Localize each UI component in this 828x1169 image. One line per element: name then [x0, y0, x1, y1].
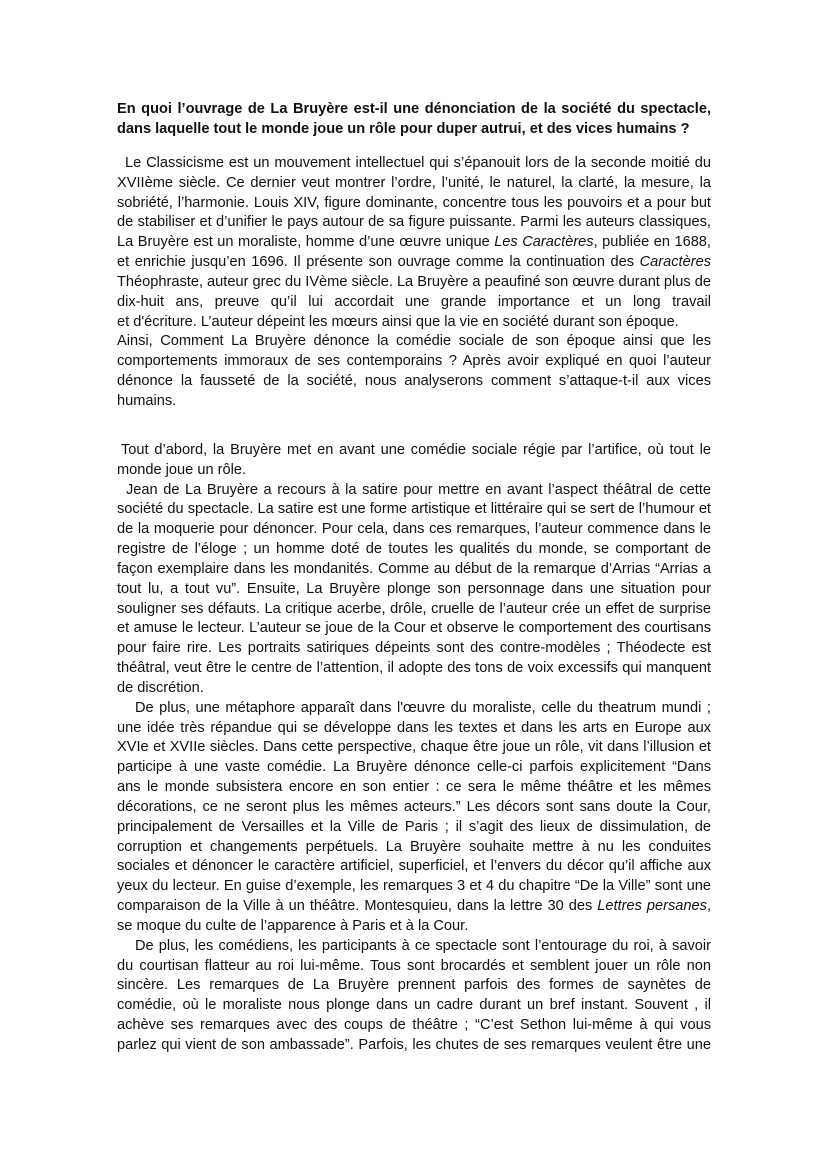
text-line: sobriété, l’harmonie. Louis XIV, figure dominante, concentre tous les pouvoirs et a pour but	[117, 194, 711, 211]
text-line: parlez qui vient de son ambassade”. Parfois, les chutes de ses remarques veulent être une	[117, 1036, 711, 1053]
italic-title: Lettres persanes	[597, 898, 707, 915]
text-line: et enrichie jusqu’en 1696. Il présente son ouvrage comme la continuation des Caractères	[117, 254, 711, 271]
heading-line: En quoi l’ouvrage de La Bruyère est-il une dénonciation de la société du spectacle,	[117, 101, 711, 117]
text-line: de discrétion.	[117, 679, 204, 696]
text-line: Le Classicisme est un mouvement intellectuel qui s’épanouit lors de la seconde moitié du	[125, 155, 711, 171]
text-line: une idée très répandue qui se développe dans les textes et dans les arts en Europe aux	[117, 719, 711, 736]
italic-title: Les Caractères	[494, 234, 594, 251]
text-line: dénonce la fausseté de la société, nous analyserons comment s’attaque-t-il aux vices	[117, 373, 711, 390]
text-line: se moque du culte de l’apparence à Paris et à la Cour.	[117, 917, 469, 934]
text-line: et d'écriture. L’auteur dépeint les mœurs ainsi que la vie en société durant son époque.	[117, 313, 679, 330]
text-line: principalement de Versailles et la Ville de Paris ; il s’agit des lieux de dissimulation, de	[117, 818, 711, 835]
text-line: façon exemplaire dans les mondanités. Comme au début de la remarque d’Arrias “Arrias a	[117, 560, 711, 577]
text-line: décorations, ce ne seront plus les mêmes acteurs.” Les décors sont sans doute la Cour,	[117, 798, 711, 815]
text-line: sociales et dénoncer le caractère artificiel, superficiel, et l’envers du décor qu’il affiche aux	[117, 858, 711, 875]
text-line: dix-huit ans, preuve qu’il lui accordait une grande importance et un long travail	[117, 293, 711, 310]
text-line: De plus, les comédiens, les participants à ce spectacle sont l’entourage du roi, à savoir	[135, 937, 711, 954]
text-line: et amuse le lecteur. L’auteur se joue de la Cour et observe le comportement des courtisans	[117, 620, 711, 637]
text-line: Théophraste, auteur grec du IVème siècle. La Bruyère a peaufiné son œuvre durant plus de	[117, 273, 711, 290]
italic-title: Caractères	[639, 254, 711, 271]
text-line: théâtral, veut être le centre de l’attention, il adopte des tons de voix excessifs qui manquent	[117, 660, 711, 677]
text-line: pour faire rire. Les portraits satiriques dépeints sont des contre-modèles ; Théodecte est	[117, 640, 711, 657]
text-line: société du spectacle. La satire est une forme artistique et littéraire qui se sert de l’humour et	[117, 501, 711, 518]
essay-body	[117, 441, 711, 1056]
heading-line: dans laquelle tout le monde joue un rôle pour duper autrui, et des vices humains ?	[117, 120, 690, 137]
text-line: Tout d’abord, la Bruyère met en avant une comédie sociale régie par l’artifice, où tout le	[121, 442, 711, 458]
text-line: humains.	[117, 392, 177, 409]
text-line: participe à une vaste comédie. La Bruyère dénonce celle-ci parfois explicitement “Dans	[117, 759, 711, 776]
text-line: ans le monde subsistera encore en son entier : ce sera le même théâtre et les mêmes	[117, 779, 711, 796]
introduction-paragraph	[117, 154, 711, 412]
text-line: De plus, une métaphore apparaît dans l'œuvre du moraliste, celle du theatrum mundi ;	[135, 699, 711, 716]
text-line: La Bruyère est un moraliste, homme d’une œuvre unique Les Caractères, publiée en 1688,	[117, 234, 711, 251]
text-line: Jean de La Bruyère a recours à la satire pour mettre en avant l’aspect théâtral de cette	[126, 481, 711, 498]
text-line: XVIIème siècle. Ce dernier veut montrer l’ordre, l’unité, le naturel, la clarté, la mesure, la	[117, 174, 711, 191]
text-line: monde joue un rôle.	[117, 461, 246, 478]
text-line: achève ses remarques avec des coups de théâtre ; “C’est Sethon lui-même à qui vous	[117, 1017, 711, 1034]
text-line: comparaison de la Ville à un théâtre. Montesquieu, dans la lettre 30 des Lettres persanes,	[117, 898, 711, 915]
text-line: registre de l’éloge ; un homme doté de toutes les qualités du monde, se comportant de	[117, 541, 711, 558]
text-line: Ainsi, Comment La Bruyère dénonce la comédie sociale de son époque ainsi que les	[117, 333, 711, 350]
text-line: de stabiliser et d’unifier le pays autour de sa figure puissante. Parmi les auteurs classiques,	[117, 214, 711, 231]
essay-question-heading	[117, 100, 711, 140]
text-line: tout lu, a tout vu”. Ensuite, La Bruyère plonge son personnage dans une situation pour	[117, 580, 711, 597]
text-line: du courtisan flatteur au roi lui-même. Tous sont brocardés et semblent jouer un rôle non	[117, 957, 711, 974]
text-line: de la moquerie pour dénoncer. Pour cela, dans ces remarques, l’auteur commence dans le	[117, 521, 711, 538]
text-line: comédie, où le moraliste nous plonge dans un cadre durant un bref instant. Souvent , il	[117, 997, 711, 1014]
text-line: yeux du lecteur. En guise d’exemple, les remarques 3 et 4 du chapitre “De la Ville” sont une	[117, 878, 711, 895]
text-line: sincère. Les remarques de La Bruyère prennent parfois des formes de saynètes de	[117, 977, 711, 994]
text-line: comportements immoraux de ses contemporains ? Après avoir expliqué en quoi l’auteur	[117, 353, 711, 370]
text-line: souligner ses défauts. La critique acerbe, drôle, cruelle de l’auteur crée un effet de surprise	[117, 600, 711, 617]
text-line: XVIe et XVIIe siècles. Dans cette perspective, chaque être joue un rôle, vit dans l’illusion et	[117, 739, 711, 756]
text-line: corruption et changements perpétuels. La Bruyère souhaite mettre à nu les conduites	[117, 838, 711, 855]
